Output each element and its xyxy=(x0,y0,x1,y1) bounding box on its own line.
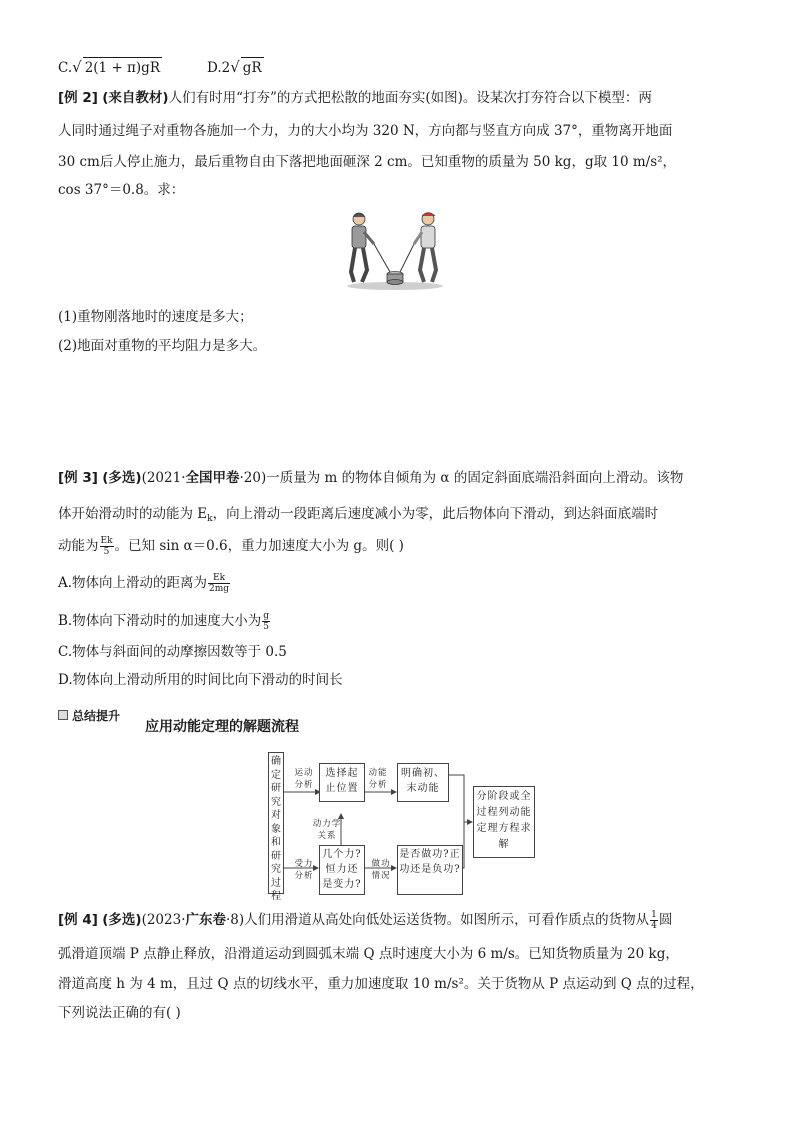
example-2-line-3: 30 cm后人停止施力，最后重物自由下落把地面砸深 2 cm。已知重物的质量为 50 kg，g取 10 m/s²， xyxy=(58,154,677,170)
summary-title: 应用动能定理的解题流程 xyxy=(145,719,299,735)
example-3-option-c: C.物体与斜面间的动摩擦因数等于 0.5 xyxy=(58,644,287,660)
example-4-text-1a: 人们用滑道从高处向低处运送货物。如图所示，可看作质点的货物从 xyxy=(244,912,650,928)
fraction-one-quarter xyxy=(650,910,658,931)
flow-label-energy: 动能分析 xyxy=(368,768,388,790)
option-c-label: C. xyxy=(58,60,73,76)
option-c: C.√ 2(1 + π)gR xyxy=(58,58,160,76)
ek-subscript: k xyxy=(207,514,213,524)
example-3-text-2a: 体开始滑动时的动能为 E xyxy=(58,506,208,522)
option-d-label: D.2 xyxy=(207,60,231,76)
example-4-line-4: 下列说法正确的有( ) xyxy=(58,1005,181,1021)
fraction-denominator: 5 xyxy=(263,622,269,632)
example-3-qnum: ·20) xyxy=(239,470,267,486)
fraction-denominator: 4 xyxy=(651,921,657,931)
option-d-expression: gR xyxy=(241,57,264,78)
example-2-source: (来自教材) xyxy=(102,90,169,106)
example-2-text-1: 人们有时用“打夯”的方式把松散的地面夯实(如图)。设某次打夯符合以下模型：两 xyxy=(168,90,652,106)
example-2-question-2: (2)地面对重物的平均阻力是多大。 xyxy=(58,338,267,354)
flow-label-force: 受力分析 xyxy=(294,859,314,881)
example-3-option-d: D.物体向上滑动所用的时间比向下滑动的时间长 xyxy=(58,672,343,688)
example-3-text-3b: 。已知 sin α＝0.6，重力加速度大小为 g。则( ) xyxy=(114,538,404,554)
example-2-line-4: cos 37°＝0.8。求： xyxy=(58,182,185,198)
flow-box-final: 分阶段或全过程列动能定理方程求解 xyxy=(473,786,535,858)
flow-box-work: 是否做功?正功还是负功? xyxy=(397,845,463,895)
fraction-numerator: Ek xyxy=(208,573,230,584)
example-2-question-1: (1)重物刚落地时的速度是多大； xyxy=(58,309,253,325)
example-2-line-2: 人同时通过绳子对重物各施加一个力，力的大小均为 320 N，方向都与竖直方向成 37°，重物离开地面 xyxy=(58,123,673,139)
option-d: D.2√ gR xyxy=(207,58,262,76)
example-3-text-3a: 动能为 xyxy=(58,538,99,554)
fraction-denominator: 2mg xyxy=(209,584,230,594)
example-3-year: (2021· xyxy=(141,470,186,486)
summary-label-text: 总结提升 xyxy=(72,709,121,723)
flow-label-dynamics: 动力学关系 xyxy=(312,819,342,841)
fraction-numerator: 1 xyxy=(651,910,657,920)
example-4-line-3: 滑道高度 h 为 4 m，且过 Q 点的切线水平，重力加速度取 10 m/s²。关于货物从 P 点运动到 Q 点的过程， xyxy=(58,976,704,992)
option-b-text: B.物体向下滑动时的加速度大小为 xyxy=(58,613,262,629)
option-c-expression: 2(1 + π)gR xyxy=(83,57,162,78)
option-a-text: A.物体向上滑动的距离为 xyxy=(58,575,208,591)
example-4-exam: 广东卷 xyxy=(185,912,226,928)
flow-label-motion: 运动分析 xyxy=(294,768,314,790)
example-4-qnum: ·8) xyxy=(226,912,245,928)
fraction-numerator: Ek xyxy=(100,536,113,546)
example-3-text-2b: ，向上滑动一段距离后速度减小为零，此后物体向下滑动，到达斜面底端时 xyxy=(212,506,659,522)
example-4-tag: [例 4] xyxy=(58,912,98,928)
example-2-tag: [例 2] xyxy=(58,90,98,106)
example-3-multi: (多选) xyxy=(102,470,142,486)
example-3-tag: [例 3] xyxy=(58,470,98,486)
flow-start-box: 确定研究对象和研究过程 xyxy=(268,752,284,894)
example-4-multi: (多选) xyxy=(102,912,142,928)
example-3-text-1: 一质量为 m 的物体自倾角为 α 的固定斜面底端沿斜面向上滑动。该物 xyxy=(266,470,684,486)
flow-label-work: 做功情况 xyxy=(371,859,391,881)
fraction-numerator: g xyxy=(263,611,269,621)
example-4-year: (2023· xyxy=(141,912,186,928)
flow-box-kinetic-energy: 明确初、末动能 xyxy=(397,763,449,802)
example-3-exam: 全国甲卷 xyxy=(185,470,240,486)
example-4-line-2: 弧滑道顶端 P 点静止释放，沿滑道运动到圆弧末端 Q 点时速度大小为 6 m/s。已知货物质量为 20 kg， xyxy=(58,946,679,962)
flow-box-position: 选择起止位置 xyxy=(319,763,365,802)
fraction-denominator: 5 xyxy=(103,547,110,557)
example-4-line-1 xyxy=(58,910,672,931)
example-4-text-1b: 圆 xyxy=(658,912,673,928)
flow-box-forces: 几个力?恒力还是变力? xyxy=(319,845,365,895)
